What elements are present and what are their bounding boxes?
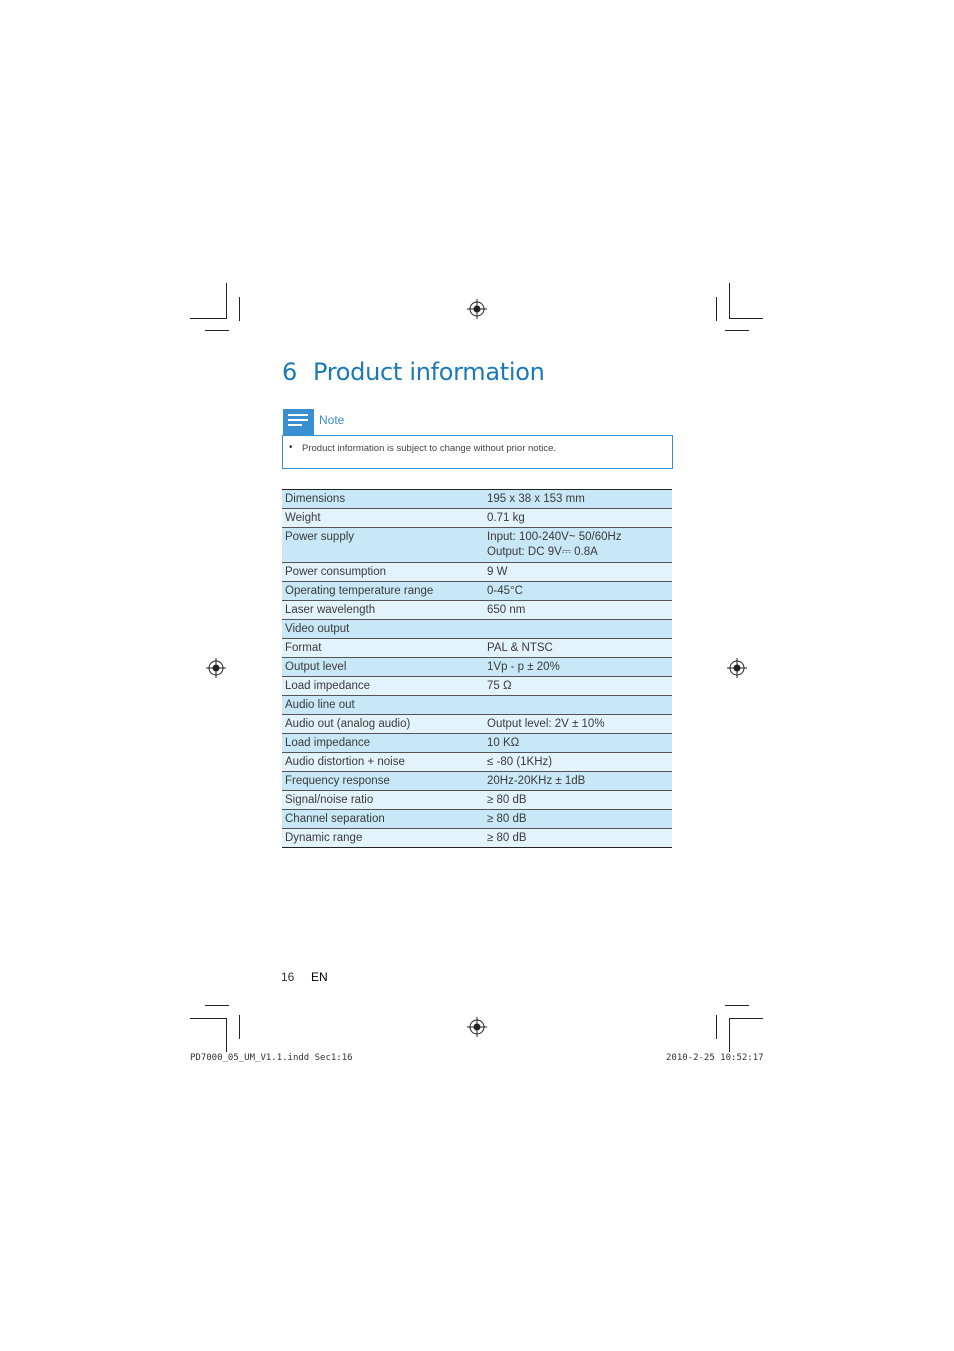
spec-key: Load impedance <box>282 734 483 753</box>
table-row <box>282 829 672 848</box>
registration-mark-icon <box>467 299 487 319</box>
spec-value <box>483 696 672 715</box>
crop-mark <box>190 1018 226 1019</box>
crop-mark <box>729 283 730 319</box>
table-row <box>282 791 672 810</box>
table-row <box>282 715 672 734</box>
table-row <box>282 810 672 829</box>
table-row <box>282 528 672 563</box>
spec-value: 650 nm <box>483 601 672 620</box>
spec-key: Frequency response <box>282 772 483 791</box>
spec-key: Video output <box>282 620 483 639</box>
crop-mark <box>716 297 717 321</box>
spec-value <box>483 528 672 563</box>
spec-value: Output level: 2V ± 10% <box>483 715 672 734</box>
spec-key: Audio out (analog audio) <box>282 715 483 734</box>
page-title <box>282 358 545 386</box>
language-code: EN <box>311 970 328 984</box>
spec-value: PAL & NTSC <box>483 639 672 658</box>
spec-value: 10 KΩ <box>483 734 672 753</box>
spec-value: ≥ 80 dB <box>483 791 672 810</box>
registration-mark-icon <box>206 658 226 678</box>
crop-mark <box>205 330 229 331</box>
spec-key: Audio distortion + noise <box>282 753 483 772</box>
spec-key: Power consumption <box>282 563 483 582</box>
spec-value: 0.71 kg <box>483 509 672 528</box>
spec-value: 0-45°C <box>483 582 672 601</box>
spec-key: Load impedance <box>282 677 483 696</box>
crop-mark <box>725 1005 749 1006</box>
table-row <box>282 658 672 677</box>
slug-date: 2010-2-25 10:52:17 <box>666 1053 764 1063</box>
crop-mark <box>226 283 227 319</box>
registration-mark-icon <box>467 1017 487 1037</box>
crop-mark <box>239 1015 240 1039</box>
spec-key: Dimensions <box>282 490 483 509</box>
spec-value: 195 x 38 x 153 mm <box>483 490 672 509</box>
table-row <box>282 734 672 753</box>
section-title: Product information <box>312 358 545 386</box>
table-row <box>282 677 672 696</box>
crop-mark <box>725 330 749 331</box>
spec-key: Audio line out <box>282 696 483 715</box>
spec-value: 1Vp - p ± 20% <box>483 658 672 677</box>
spec-value: 9 W <box>483 563 672 582</box>
table-row <box>282 582 672 601</box>
note-text: Product information is subject to change without prior notice. <box>302 443 556 454</box>
note-icon <box>283 409 314 435</box>
table-row <box>282 509 672 528</box>
crop-mark <box>226 1018 227 1052</box>
spec-value: 20Hz-20KHz ± 1dB <box>483 772 672 791</box>
note-label: Note <box>319 413 345 427</box>
spec-value: ≥ 80 dB <box>483 810 672 829</box>
crop-mark <box>729 318 763 319</box>
table-row <box>282 772 672 791</box>
spec-key: Dynamic range <box>282 829 483 848</box>
spec-key: Output level <box>282 658 483 677</box>
crop-mark <box>729 1018 763 1019</box>
crop-mark <box>239 297 240 321</box>
page-number: 16 <box>281 970 295 984</box>
table-row <box>282 601 672 620</box>
spec-value-line: Output: DC 9V⎓ 0.8A <box>487 546 598 558</box>
spec-key: Channel separation <box>282 810 483 829</box>
spec-key: Operating temperature range <box>282 582 483 601</box>
registration-mark-icon <box>727 658 747 678</box>
table-row <box>282 753 672 772</box>
crop-mark <box>205 1005 229 1006</box>
spec-value: ≥ 80 dB <box>483 829 672 848</box>
spec-key: Weight <box>282 509 483 528</box>
crop-mark <box>716 1015 717 1039</box>
slug-file: PD7000_05_UM_V1.1.indd Sec1:16 <box>190 1053 353 1063</box>
table-row <box>282 639 672 658</box>
spec-value-line: Input: 100-240V~ 50/60Hz <box>487 531 622 543</box>
crop-mark <box>729 1018 730 1052</box>
table-row <box>282 563 672 582</box>
table-row <box>282 620 672 639</box>
spec-key: Power supply <box>282 528 483 563</box>
table-row <box>282 490 672 509</box>
crop-mark <box>190 318 226 319</box>
section-number: 6 <box>282 358 297 386</box>
spec-value: ≤ -80 (1KHz) <box>483 753 672 772</box>
bullet: • <box>289 442 293 453</box>
spec-key: Laser wavelength <box>282 601 483 620</box>
table-row <box>282 696 672 715</box>
spec-key: Format <box>282 639 483 658</box>
note-box <box>282 435 673 469</box>
spec-value <box>483 620 672 639</box>
spec-table <box>282 489 672 848</box>
spec-key: Signal/noise ratio <box>282 791 483 810</box>
spec-value: 75 Ω <box>483 677 672 696</box>
